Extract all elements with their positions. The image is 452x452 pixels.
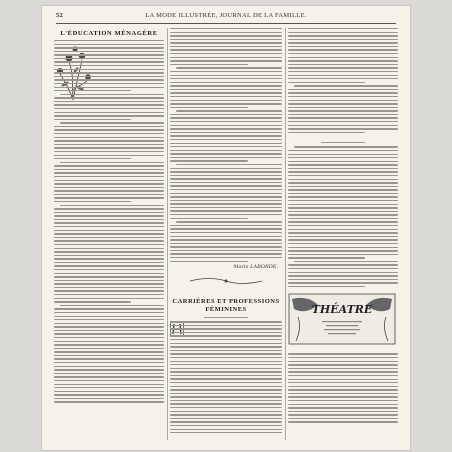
theatre-title: THÉATRE [311, 303, 373, 317]
article-title-education: L'ÉDUCATION MÉNAGÈRE [60, 30, 158, 37]
column-middle [170, 28, 282, 440]
section-rule [321, 142, 365, 143]
running-title: LA MODE ILLUSTRÉE, JOURNAL DE LA FAMILLE. [145, 12, 307, 19]
article-body-education [54, 40, 164, 403]
title-underline [204, 317, 249, 318]
column-divider [285, 28, 286, 440]
article-body-right [288, 28, 398, 287]
magazine-page [42, 6, 410, 450]
article-body-careers [170, 321, 282, 433]
article-body-theatre [288, 353, 398, 422]
header-rule [56, 23, 396, 24]
column-divider [167, 28, 168, 440]
page-number: 52 [56, 12, 64, 19]
page-header [56, 12, 396, 22]
article-author: Marie LABORDE. [233, 264, 278, 271]
article-body-continued [170, 28, 282, 262]
theatre-header-illustration [288, 293, 396, 345]
column-left [54, 28, 164, 440]
column-right [288, 28, 398, 440]
ornament-divider [170, 276, 282, 286]
article-title-careers: CARRIÈRES ET PROFESSIONS FÉMININES [172, 298, 280, 314]
